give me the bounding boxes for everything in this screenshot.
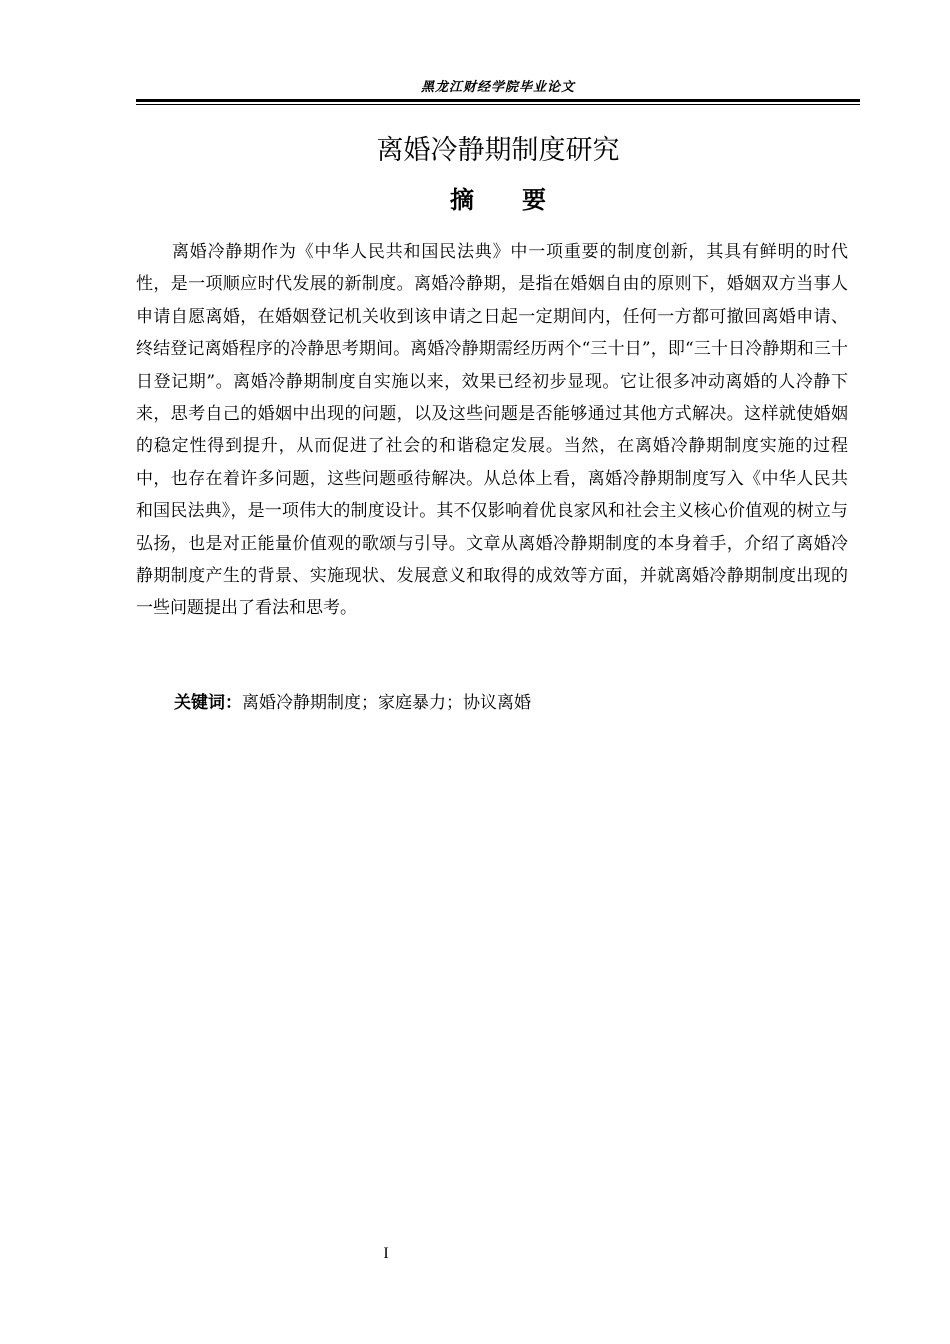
keywords-value: 离婚冷静期制度；家庭暴力；协议离婚 [242,693,531,713]
paper-title: 离婚冷静期制度研究 [376,135,620,166]
header-rule-thin [136,104,860,105]
abstract-heading: 摘要 [450,186,594,214]
header-rule-thick [136,99,860,102]
abstract-body: 离婚冷静期作为《中华人民共和国民法典》中一项重要的制度创新，其具有鲜明的时代性，是一项顺应时代发展的新制度。离婚冷静期，是指在婚姻自由的原则下，婚姻双方当事人申请自愿离婚，在婚姻登记机关收到该申请之日起一定期间内，任何一方都可撤回离婚申请、终结登记离婚程序的冷静思考期间。离婚冷静期需经历两个“三十日”，即“三十日冷静期和三十日登记期”。离婚冷静期制度自实施以来，效果已经初步显现。它让很多冲动离婚的人冷静下来，思考自己的婚姻中出现的问题，以及这些问题是否能够通过其他方式解决。这样就使婚姻的稳定性得到提升，从而促进了社会的和谐稳定发展。当然，在离婚冷静期制度实施的过程中，也存在着许多问题，这些问题亟待解决。从总体上看，离婚冷静期制度写入《中华人民共和国民法典》，是一项伟大的制度设计。其不仅影响着优良家风和社会主义核心价值观的树立与弘扬，也是对正能量价值观的歌颂与引导。文章从离婚冷静期制度的本身着手，介绍了离婚冷静期制度产生的背景、实施现状、发展意义和取得的成效等方面，并就离婚冷静期制度出现的一些问题提出了看法和思考。 [136,242,848,619]
keywords-line [174,687,531,719]
running-header: 黑龙江财经学院毕业论文 [420,80,575,95]
keywords-label: 关键词： [174,693,242,713]
page-number: I [383,1245,389,1262]
